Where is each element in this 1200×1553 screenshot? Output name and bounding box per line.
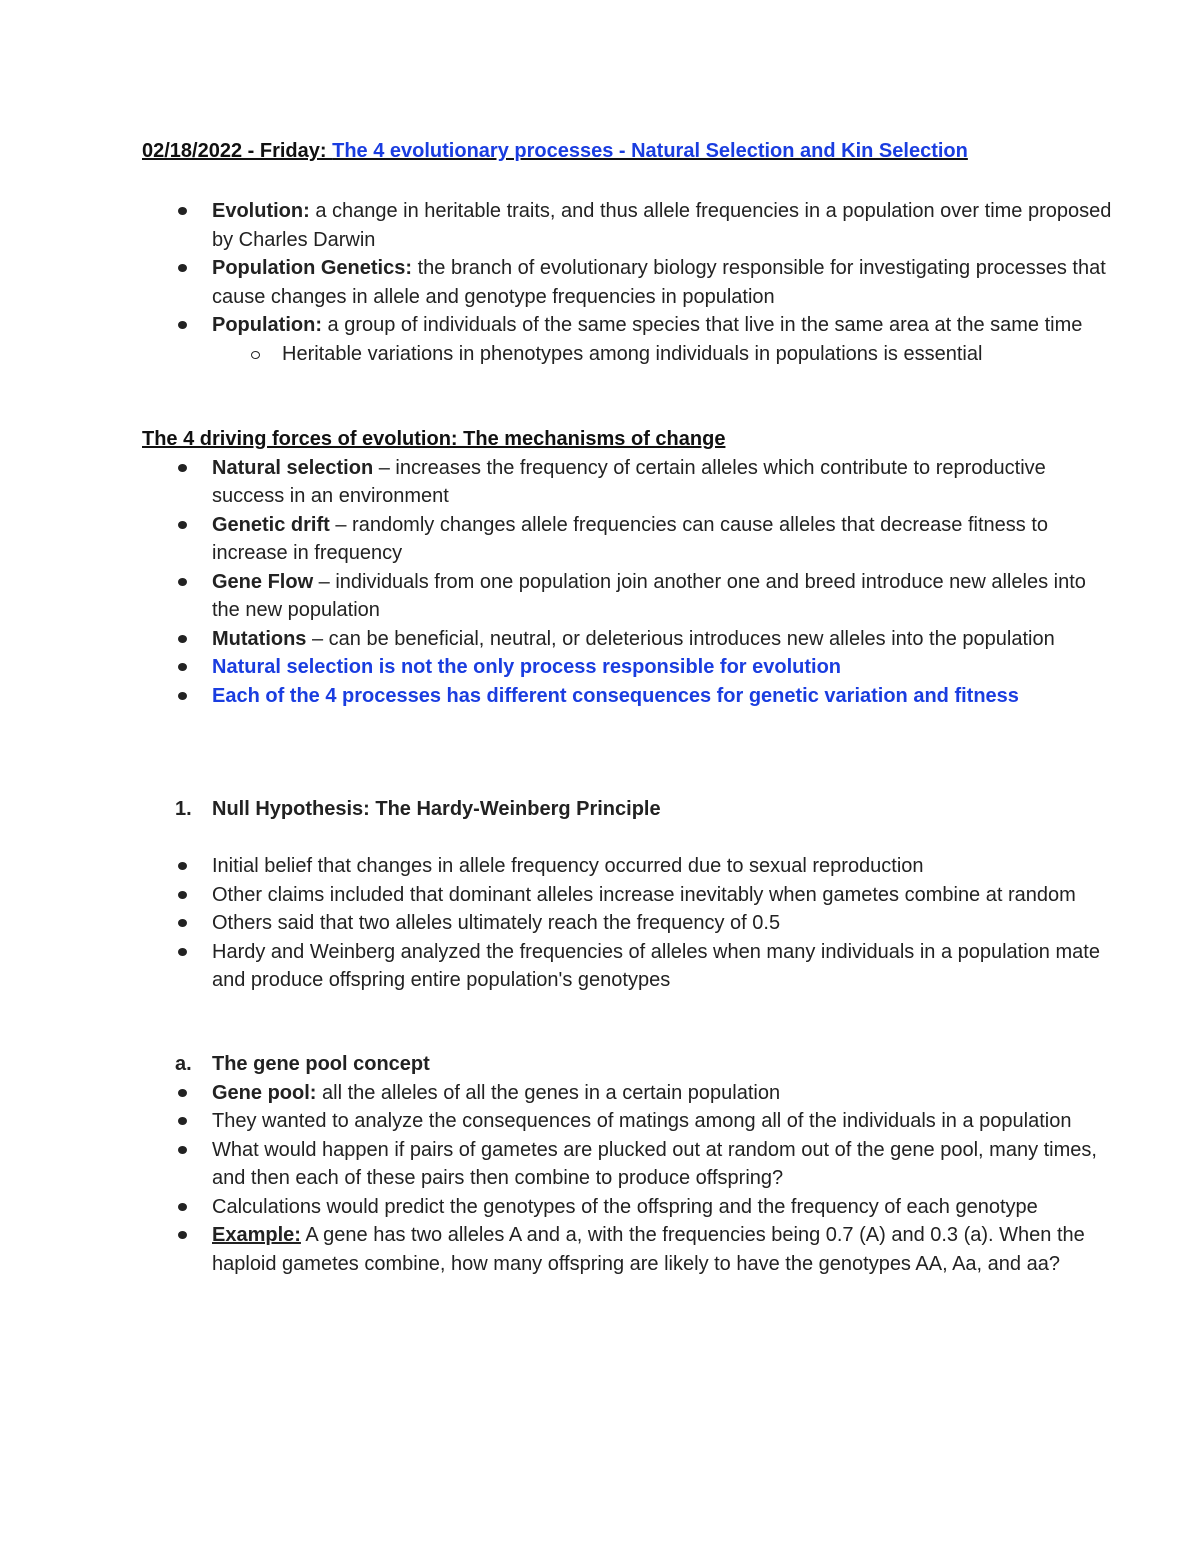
forces-heading: The 4 driving forces of evolution: The mechanisms of change: [142, 428, 726, 450]
bullet-icon: [178, 635, 187, 643]
list-subitem: Heritable variations in phenotypes among individuals in populations is essential: [142, 340, 1112, 369]
bullet-icon: [178, 1089, 187, 1097]
highlight-item: Each of the 4 processes has different consequences for genetic variation and fitness: [142, 682, 1112, 711]
bullet-icon: [178, 1117, 187, 1125]
bullet-icon: [178, 1146, 187, 1154]
list-item: Population Genetics: the branch of evolutionary biology responsible for investigating processes that cause changes in allele and genotype frequencies in population: [142, 254, 1112, 311]
list-item: What would happen if pairs of gametes are plucked out at random out of the gene pool, many times, and then each of these pairs then combine to produce offspring?: [142, 1136, 1112, 1193]
bullet-icon: [178, 663, 187, 671]
forces-section: [142, 425, 1112, 710]
bullet-icon: [178, 948, 187, 956]
definitions-list: [142, 197, 1112, 368]
gene-pool-section: [142, 1050, 1112, 1278]
hollow-bullet-icon: [251, 351, 260, 359]
bullet-icon: [178, 862, 187, 870]
title-date: 02/18/2022 - Friday:: [142, 140, 333, 162]
list-item: Example: A gene has two alleles A and a, with the frequencies being 0.7 (A) and 0.3 (a). When the haploid gametes combine, how many offspring are likely to have the genotypes AA, Aa, and aa?: [142, 1221, 1112, 1278]
null-hypothesis-section: [142, 795, 1112, 995]
bullet-icon: [178, 891, 187, 899]
list-item: Other claims included that dominant alleles increase inevitably when gametes combine at random: [142, 881, 1112, 910]
bullet-icon: [178, 578, 187, 586]
bullet-icon: [178, 264, 187, 272]
bullet-icon: [178, 1231, 187, 1239]
forces-list: [142, 454, 1112, 711]
gene-pool-list: [142, 1079, 1112, 1279]
bullet-icon: [178, 464, 187, 472]
bullet-icon: [178, 207, 187, 215]
bullet-icon: [178, 521, 187, 529]
highlight-item: Natural selection is not the only process responsible for evolution: [142, 653, 1112, 682]
list-item: Hardy and Weinberg analyzed the frequencies of alleles when many individuals in a population mate and produce offspring entire population's genotypes: [142, 938, 1112, 995]
list-item: Population: a group of individuals of the same species that live in the same area at the same time: [142, 311, 1112, 340]
list-item: Gene Flow – individuals from one population join another one and breed introduce new alleles into the new population: [142, 568, 1112, 625]
list-item: Genetic drift – randomly changes allele frequencies can cause alleles that decrease fitness to increase in frequency: [142, 511, 1112, 568]
list-item: Mutations – can be beneficial, neutral, or deleterious introduces new alleles into the population: [142, 625, 1112, 654]
list-item: Calculations would predict the genotypes of the offspring and the frequency of each genotype: [142, 1193, 1112, 1222]
list-item: Evolution: a change in heritable traits, and thus allele frequencies in a population over time proposed by Charles Darwin: [142, 197, 1112, 254]
list-item: Natural selection – increases the frequency of certain alleles which contribute to reproductive success in an environment: [142, 454, 1112, 511]
list-item: Initial belief that changes in allele frequency occurred due to sexual reproduction: [142, 852, 1112, 881]
numbered-heading: 1. Null Hypothesis: The Hardy-Weinberg Principle: [175, 798, 661, 820]
bullet-icon: [178, 692, 187, 700]
list-item: They wanted to analyze the consequences of matings among all of the individuals in a population: [142, 1107, 1112, 1136]
bullet-icon: [178, 1203, 187, 1211]
null-hypothesis-list: [142, 852, 1112, 995]
list-item: Others said that two alleles ultimately reach the frequency of 0.5: [142, 909, 1112, 938]
lettered-heading: a. The gene pool concept: [175, 1053, 430, 1075]
page-title: [142, 140, 968, 163]
title-link[interactable]: The 4 evolutionary processes - Natural Selection and Kin Selection: [332, 140, 968, 162]
bullet-icon: [178, 321, 187, 329]
list-item: Gene pool: all the alleles of all the genes in a certain population: [142, 1079, 1112, 1108]
bullet-icon: [178, 919, 187, 927]
